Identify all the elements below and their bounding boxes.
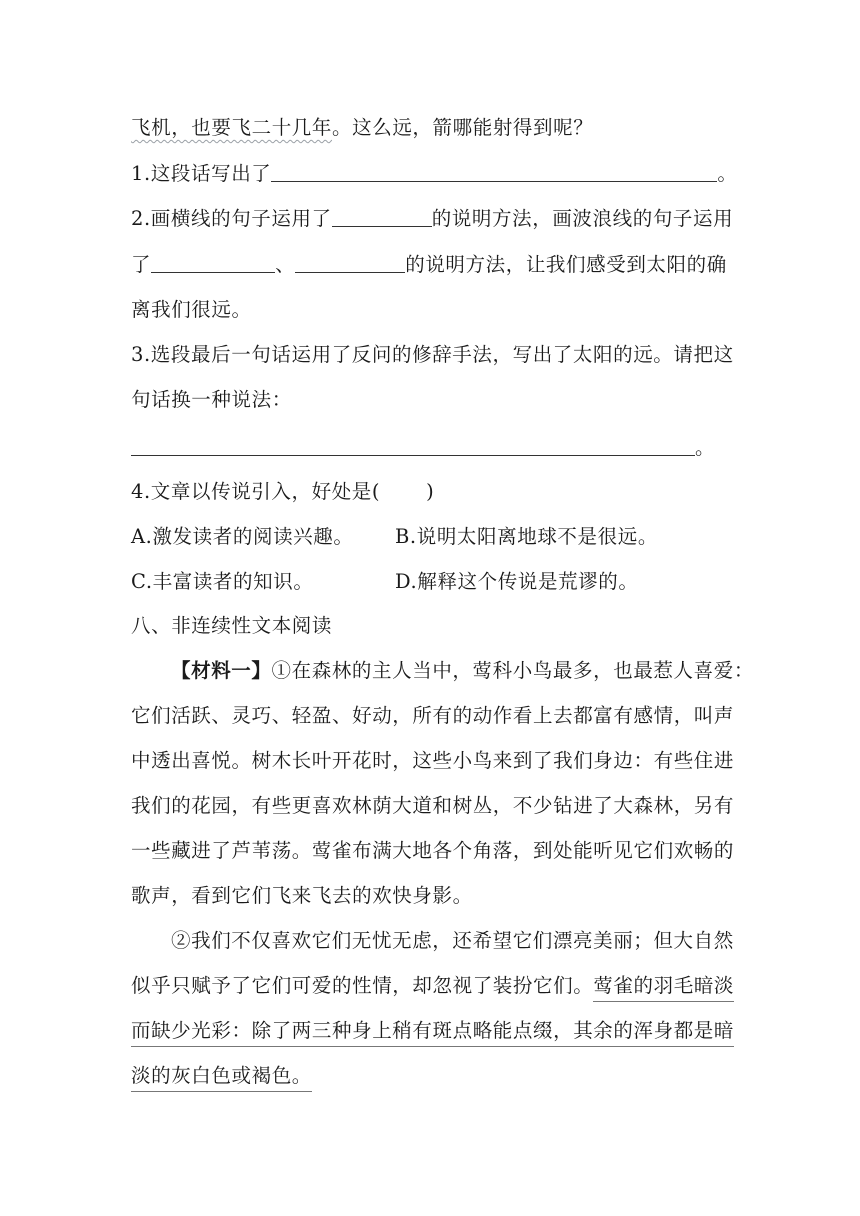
question-4-stem-text: 4.文章以传说引入，好处是( [131,480,381,503]
section-8-heading: 八、非连续性文本阅读 [131,614,333,637]
question-4-option-b[interactable]: B.说明太阳离地球不是很远。 [395,525,658,548]
material-1-paragraph-1-line-3: 中透出喜悦。树木长叶开花时，这些小鸟来到了我们身边：有些住进 [131,749,735,772]
material-1-paragraph-1-line-2: 它们活跃、灵巧、轻盈、好动，所有的动作看上去都富有感情，叫声 [131,704,735,727]
question-4-option-a[interactable]: A.激发读者的阅读兴趣。 [131,525,354,548]
paragraph-2-plain-text: 似乎只赋予了它们可爱的性情，却忽视了装扮它们。 [131,974,594,997]
wavy-underlined-sentence: 飞机，也要飞二十几年 [131,116,333,139]
question-2-line-1 [131,205,733,233]
question-2-line-2 [131,251,727,279]
material-1-first-line [171,657,754,685]
passage-ending-line [131,114,593,142]
question-2-blank-3[interactable] [295,252,405,273]
question-1-suffix: 。 [717,162,738,185]
question-3-answer-line [131,434,715,462]
underlined-sentence-end: 淡的灰白色或褐色。 [131,1064,312,1092]
question-1-prefix: 1.这段话写出了 [131,162,272,185]
material-1-paragraph-2-line-3 [131,1017,734,1045]
question-2-blank-1[interactable] [332,206,432,227]
question-1 [131,160,738,188]
material-1-paragraph-2-line-4 [131,1062,312,1090]
question-3-answer-suffix: 。 [695,436,716,459]
material-1-label: 【材料一】 [171,659,272,682]
question-4-option-c[interactable]: C.丰富读者的知识。 [131,570,314,593]
question-2-separator: 、 [275,253,296,276]
material-1-paragraph-2-line-1: ②我们不仅喜欢它们无忧无虑，还希望它们漂亮美丽；但大自然 [171,929,734,952]
question-3-line-1: 3.选段最后一句话运用了反问的修辞手法，写出了太阳的远。请把这 [131,343,734,366]
question-2-line-3: 离我们很远。 [131,298,252,321]
underlined-sentence-middle: 而缺少光彩：除了两三种身上稍有斑点略能点缀，其余的浑身都是暗 [131,1019,734,1047]
question-4-stem [131,478,434,506]
passage-ending-rest: 。这么远，箭哪能射得到呢？ [332,116,594,139]
question-4-stem-close: ) [426,480,435,503]
material-1-paragraph-1-line-6: 歌声，看到它们飞来飞去的欢快身影。 [131,884,473,907]
question-2-prefix: 2.画横线的句子运用了 [131,207,332,230]
question-1-answer-blank[interactable] [271,161,717,182]
question-4-option-d[interactable]: D.解释这个传说是荒谬的。 [395,570,639,593]
underlined-sentence-start: 莺雀的羽毛暗淡 [593,974,734,1002]
question-2-line-1-suffix: 的说明方法，画波浪线的句子运用 [431,207,734,230]
question-2-line-2-suffix: 的说明方法，让我们感受到太阳的确 [405,253,727,276]
question-2-blank-2[interactable] [151,252,275,273]
material-1-paragraph-2-line-2 [131,972,734,1000]
question-2-line-2-prefix: 了 [131,253,152,276]
material-1-paragraph-1-line-5: 一些藏进了芦苇荡。莺雀布满大地各个角落，到处能听见它们欢畅的 [131,839,735,862]
material-1-paragraph-1-line-1: ①在森林的主人当中，莺科小鸟最多，也最惹人喜爱： [271,659,754,682]
question-3-line-2: 句话换一种说法： [131,388,292,411]
material-1-paragraph-1-line-4: 我们的花园，有些更喜欢林荫大道和树丛，不少钻进了大森林，另有 [131,794,735,817]
question-3-answer-blank[interactable] [131,435,695,456]
